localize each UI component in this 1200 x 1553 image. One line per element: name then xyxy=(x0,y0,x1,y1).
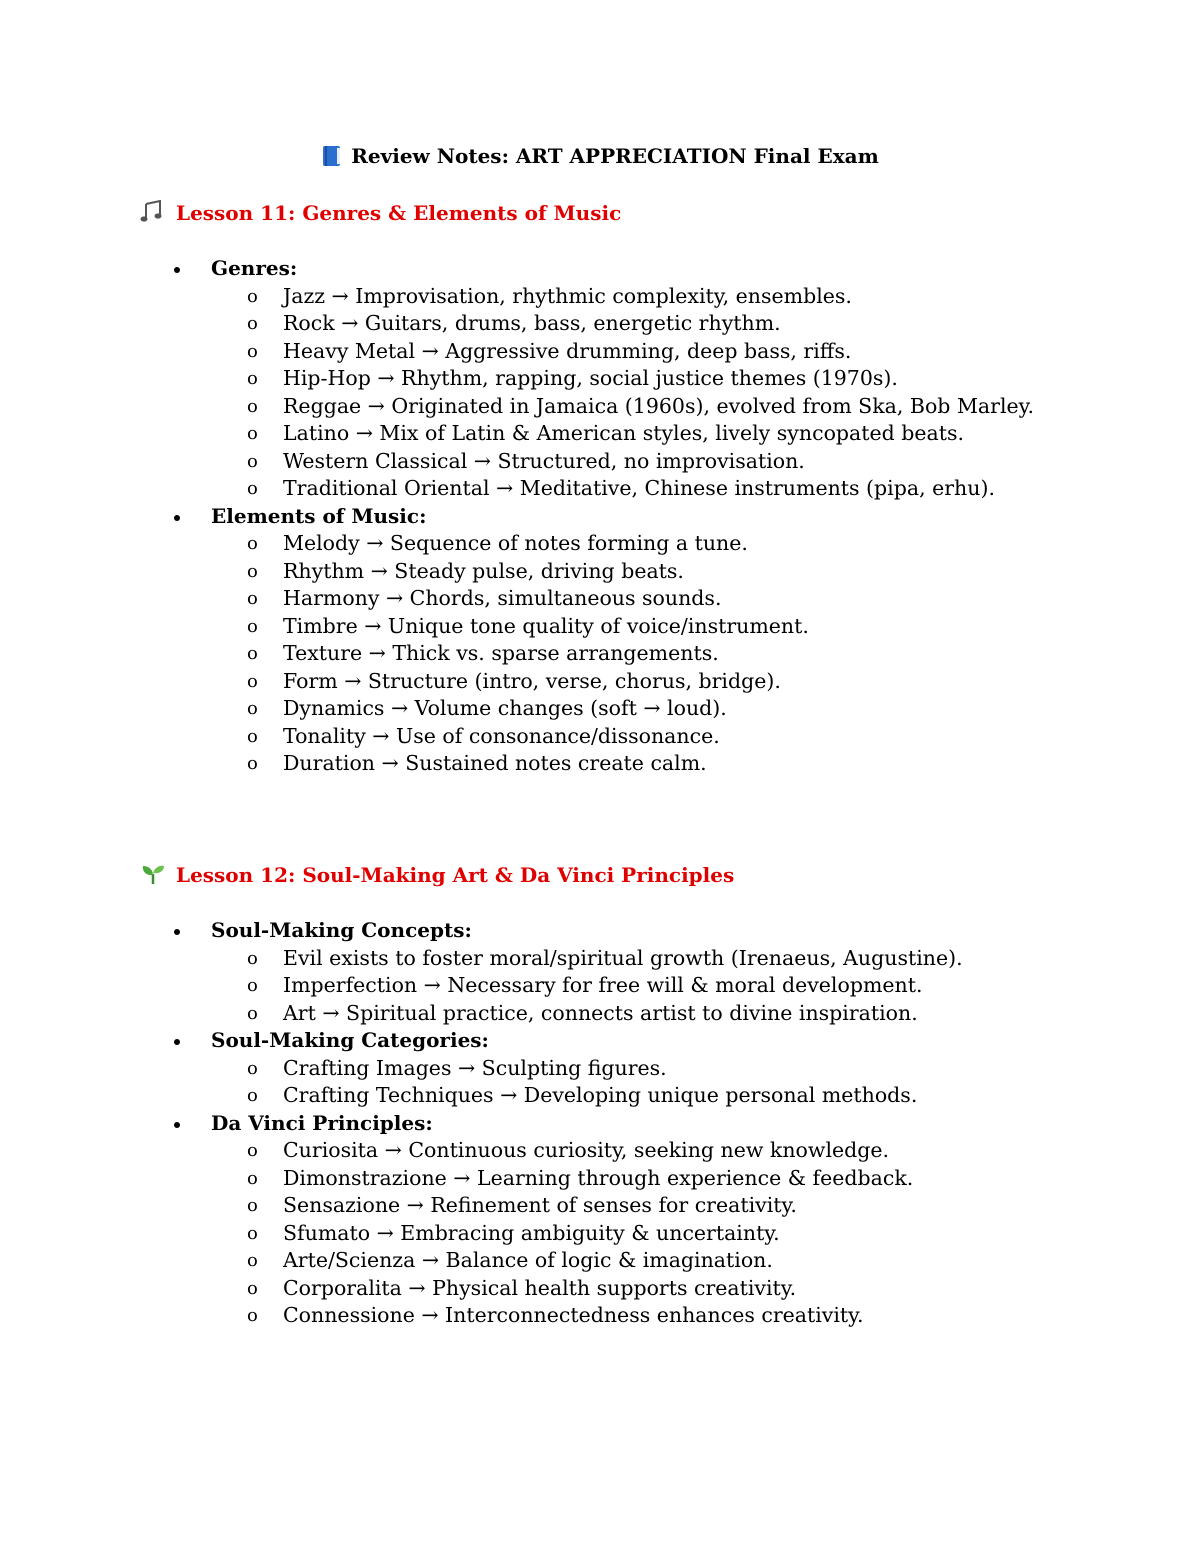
list-item: o Sfumato → Embracing ambiguity & uncertainty. xyxy=(247,1220,780,1245)
list-item: o Jazz → Improvisation, rhythmic complexity, ensembles. xyxy=(247,283,852,308)
genres-bullet xyxy=(0,255,1200,283)
categories-label: Soul-Making Categories: xyxy=(211,1028,489,1052)
lesson-12-title: Lesson 12: Soul-Making Art & Da Vinci Principles xyxy=(176,863,735,887)
document-title xyxy=(0,140,1200,172)
list-item: o Duration → Sustained notes create calm. xyxy=(247,751,707,775)
lesson-12-list xyxy=(0,917,1200,1330)
blue-book-icon xyxy=(321,145,343,167)
list-item: o Connessione → Interconnectedness enhances creativity. xyxy=(247,1303,864,1327)
bullet-dot xyxy=(174,1122,180,1128)
list-item: o Rock → Guitars, drums, bass, energetic rhythm. xyxy=(247,311,781,335)
genres-label: Genres: xyxy=(211,256,298,280)
list-item: o Arte/Scienza → Balance of logic & imagination. xyxy=(247,1248,773,1272)
list-item: o Rhythm → Steady pulse, driving beats. xyxy=(247,558,684,583)
list-item: o Form → Structure (intro, verse, chorus, bridge). xyxy=(247,668,781,693)
list-item: o Imperfection → Necessary for free will & moral development. xyxy=(247,973,923,997)
list-item: o Latino → Mix of Latin & American styles, lively syncopated beats. xyxy=(247,421,965,445)
list-item: o Heavy Metal → Aggressive drumming, deep bass, riffs. xyxy=(247,338,852,363)
bullet-dot xyxy=(174,1039,180,1045)
list-item: o Traditional Oriental → Meditative, Chinese instruments (pipa, erhu). xyxy=(247,476,995,500)
list-item: o Tonality → Use of consonance/dissonance. xyxy=(247,723,720,748)
principles-bullet xyxy=(0,1110,1200,1138)
list-item: o Dimonstrazione → Learning through experience & feedback. xyxy=(247,1165,914,1190)
concepts-label: Soul-Making Concepts: xyxy=(211,918,472,942)
lesson-12-heading xyxy=(140,859,734,891)
lesson-11-title: Lesson 11: Genres & Elements of Music xyxy=(176,201,622,225)
list-item: o Reggae → Originated in Jamaica (1960s), evolved from Ska, Bob Marley. xyxy=(247,393,1035,418)
musical-notes-icon xyxy=(140,200,166,224)
lesson-11-heading xyxy=(140,197,621,229)
list-item: o Curiosita → Continuous curiosity, seeking new knowledge. xyxy=(247,1138,890,1162)
bullet-dot xyxy=(174,929,180,935)
list-item: o Crafting Images → Sculpting figures. xyxy=(247,1055,667,1080)
list-item: o Sensazione → Refinement of senses for creativity. xyxy=(247,1193,797,1217)
list-item: o Crafting Techniques → Developing unique personal methods. xyxy=(247,1083,918,1107)
list-item: o Timbre → Unique tone quality of voice/instrument. xyxy=(247,613,809,638)
principles-label: Da Vinci Principles: xyxy=(211,1110,433,1135)
seedling-icon xyxy=(140,862,166,886)
bullet-dot xyxy=(174,267,180,273)
list-item: o Texture → Thick vs. sparse arrangements. xyxy=(247,641,719,665)
list-item: o Evil exists to foster moral/spiritual growth (Irenaeus, Augustine). xyxy=(247,945,963,970)
list-item: o Western Classical → Structured, no improvisation. xyxy=(247,448,805,473)
categories-bullet xyxy=(0,1027,1200,1055)
lesson-11-list xyxy=(0,255,1200,778)
concepts-bullet xyxy=(0,917,1200,945)
elements-bullet xyxy=(0,503,1200,531)
list-item: o Dynamics → Volume changes (soft → loud). xyxy=(247,696,727,720)
list-item: o Harmony → Chords, simultaneous sounds. xyxy=(247,586,722,610)
list-item: o Art → Spiritual practice, connects artist to divine inspiration. xyxy=(247,1000,918,1025)
title-text: Review Notes: ART APPRECIATION Final Exam xyxy=(351,144,879,168)
bullet-dot xyxy=(174,515,180,521)
list-item: o Hip-Hop → Rhythm, rapping, social justice themes (1970s). xyxy=(247,366,898,390)
elements-label: Elements of Music: xyxy=(211,503,427,528)
list-item: o Melody → Sequence of notes forming a tune. xyxy=(247,531,748,555)
list-item: o Corporalita → Physical health supports creativity. xyxy=(247,1275,797,1300)
